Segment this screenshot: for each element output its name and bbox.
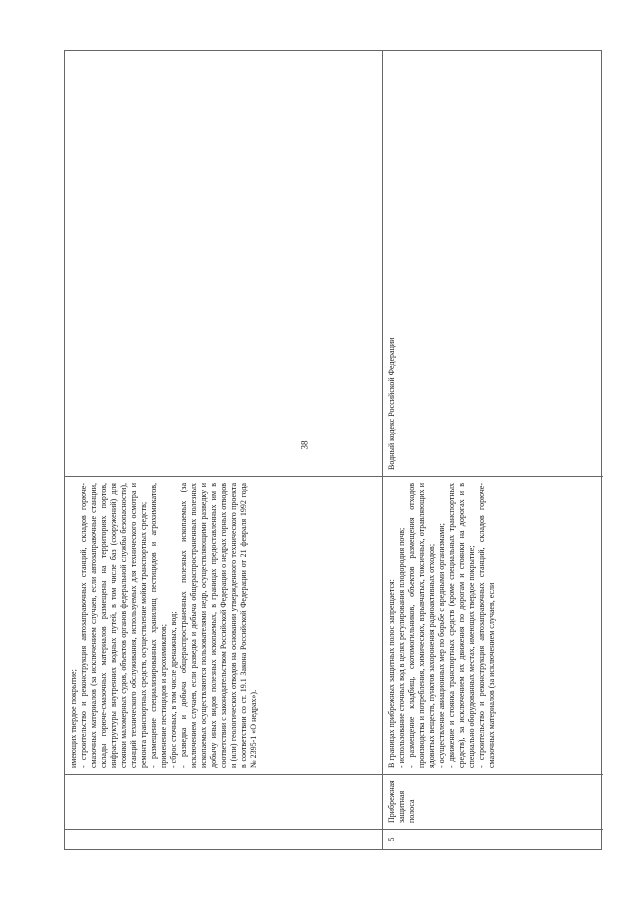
restriction-line: - размещение кладбищ, скотомогильников, объектов размещения отходов производства и потребления, химических, взрывчатых, токсичных, отравляющих и ядовитых веществ, пунктов захоронения радиоактивных отходов;	[407, 483, 436, 768]
restriction-line: имеющих твердое покрытие;	[69, 669, 78, 768]
row-number-cell: 5	[383, 829, 603, 849]
table-row	[383, 51, 603, 849]
restriction-line: - использование сточных вод в целях регулирования плодородия почв;	[397, 527, 406, 768]
table-row	[65, 51, 383, 849]
restriction-line: - сброс сточных, в том числе дренажных, вод;	[169, 611, 178, 768]
restrictions-table	[64, 50, 602, 850]
restriction-line: - движение и стоянка транспортных средств (кроме специальных транспортных средств), за исключением их движения по дорогам и стоянки на дорогах и в специально оборудованных местах, имеющих твердое покрытие;	[447, 483, 476, 768]
restrictions-cell	[65, 476, 382, 774]
restriction-line: - строительство и реконструкция автозаправочных станций, складов горюче-смазочных материалов (за исключением случаев, если автозаправочные станции, склады горюче-смазочных материалов размещены на территориях портов, инфраструктуры внутренних водных путей, в том числе баз (сооружений) для стоянки маломерных судов, объектов органов федеральной службы безопасности), станций технического обслуживания, используемых для технического осмотра и ремонта транспортных средств, осуществление мойки транспортных средств;	[79, 483, 148, 768]
restrictions-cell	[383, 476, 603, 774]
restriction-line: - осуществление авиационных мер по борьбе с вредными организмами;	[437, 523, 446, 768]
restriction-line: - строительство и реконструкция автозаправочных станций, складов горюче-смазочных материалов (за исключением случаев, если	[477, 483, 496, 768]
row-number-cell	[65, 829, 382, 849]
zone-cell	[65, 774, 382, 829]
rotated-page-content	[64, 50, 602, 850]
page-number: 38	[299, 440, 310, 450]
restriction-line: - разведка и добыча общераспространенных полезных ископаемых (за исключением случаев, если разведка и добыча общераспространенных полезных ископаемых осуществляются пользователями недр, осуществляющими разведку и добычу иных видов полезных ископаемых, в границах предоставленных им в соответствии с законодательством Российской Федерации о недрах горных отводов и (или) геологических отводов на основании утвержденного технического проекта в соответствии со ст. 19.1 Закона Российской Федерации от 21 февраля 1992 года № 2395-1 «О недрах»).	[179, 483, 258, 768]
restriction-line: В границах прибрежных защитных полос запрещается:	[387, 579, 396, 768]
source-cell: Водный кодекс Российской Федерации	[387, 337, 396, 470]
source-cell	[65, 49, 382, 476]
zone-cell: Прибрежная защитная полоса	[383, 774, 603, 829]
restriction-line: - размещение специализированных хранилищ пестицидов и агрохимикатов, применение пестицидов и агрохимикатов;	[149, 483, 168, 768]
